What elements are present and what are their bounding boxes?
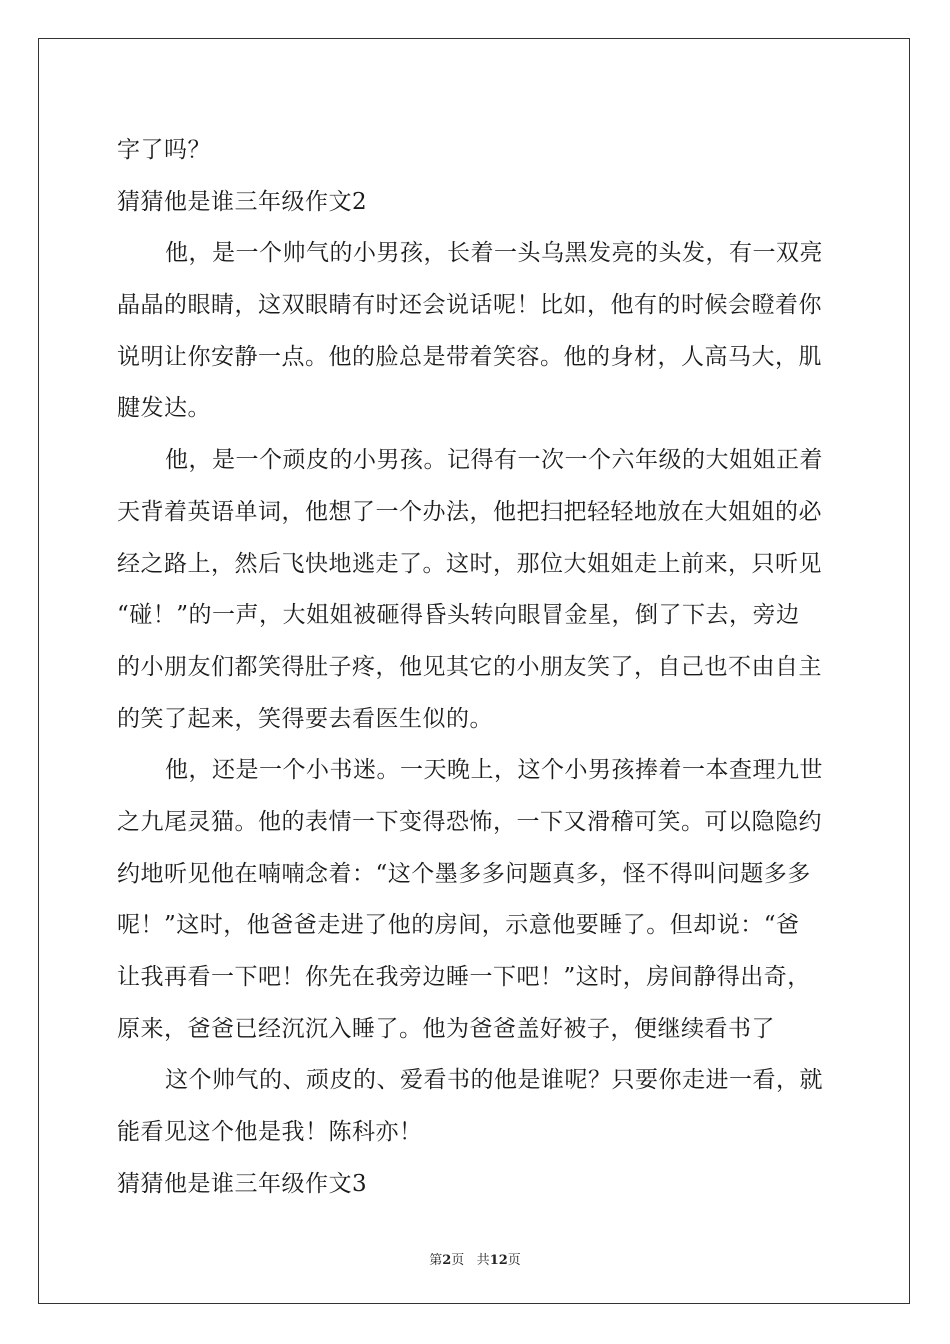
page-footer bbox=[0, 1249, 950, 1268]
paragraph-line: 腱发达。 bbox=[117, 395, 211, 422]
paragraph-line: 这个帅气的、顽皮的、爱看书的他是谁呢？只要你走进一看，就 bbox=[165, 1067, 823, 1094]
paragraph-line: 的小朋友们都笑得肚子疼，他见其它的小朋友笑了，自己也不由自主 bbox=[117, 653, 822, 680]
paragraph-line: 他，还是一个小书迷。一天晚上，这个小男孩捧着一本查理九世 bbox=[165, 757, 823, 784]
paragraph-line: 能看见这个他是我！陈科亦！ bbox=[117, 1119, 423, 1146]
paragraph-line: 他，是一个顽皮的小男孩。记得有一次一个六年级的大姐姐正着 bbox=[165, 447, 823, 474]
paragraph-line: “碰！”的一声，大姐姐被砸得昏头转向眼冒金星，倒了下去，旁边 bbox=[117, 602, 800, 629]
document-body bbox=[117, 125, 835, 1210]
paragraph-line: 之九尾灵猫。他的表情一下变得恐怖，一下又滑稽可笑。可以隐隐约 bbox=[117, 808, 822, 835]
paragraph-line: 经之路上，然后飞快地逃走了。这时，那位大姐姐走上前来，只听见 bbox=[117, 550, 822, 577]
paragraph-line: 的笑了起来，笑得要去看医生似的。 bbox=[117, 705, 493, 732]
paragraph-line: 天背着英语单词，他想了一个办法，他把扫把轻轻地放在大姐姐的必 bbox=[117, 498, 822, 525]
section-heading: 猜猜他是谁三年级作文2 bbox=[117, 188, 368, 215]
text-line: 字了吗？ bbox=[117, 137, 211, 163]
paragraph-line: 呢！”这时，他爸爸走进了他的房间，示意他要睡了。但却说：“爸 bbox=[117, 912, 800, 939]
page-suffix: 页 bbox=[451, 1253, 465, 1268]
paragraph-line: 晶晶的眼睛，这双眼睛有时还会说话呢！比如，他有的时候会瞪着你 bbox=[117, 292, 822, 319]
page-prefix: 第 bbox=[429, 1253, 443, 1268]
paragraph-line: 他，是一个帅气的小男孩，长着一头乌黑发亮的头发，有一双亮 bbox=[165, 240, 823, 267]
total-suffix: 页 bbox=[507, 1253, 521, 1268]
paragraph-line: 约地听见他在喃喃念着：“这个墨多多问题真多，怪不得叫问题多多 bbox=[117, 860, 811, 887]
paragraph-line: 说明让你安静一点。他的脸总是带着笑容。他的身材，人高马大，肌 bbox=[117, 343, 822, 370]
page-number: 2 bbox=[442, 1253, 452, 1268]
total-prefix: 共 bbox=[476, 1253, 490, 1268]
total-pages: 12 bbox=[489, 1253, 508, 1268]
paragraph-line: 原来，爸爸已经沉沉入睡了。他为爸爸盖好被子，便继续看书了 bbox=[117, 1015, 775, 1042]
paragraph-line: 让我再看一下吧！你先在我旁边睡一下吧！”这时，房间静得出奇， bbox=[117, 964, 811, 990]
section-heading: 猜猜他是谁三年级作文3 bbox=[117, 1170, 368, 1197]
